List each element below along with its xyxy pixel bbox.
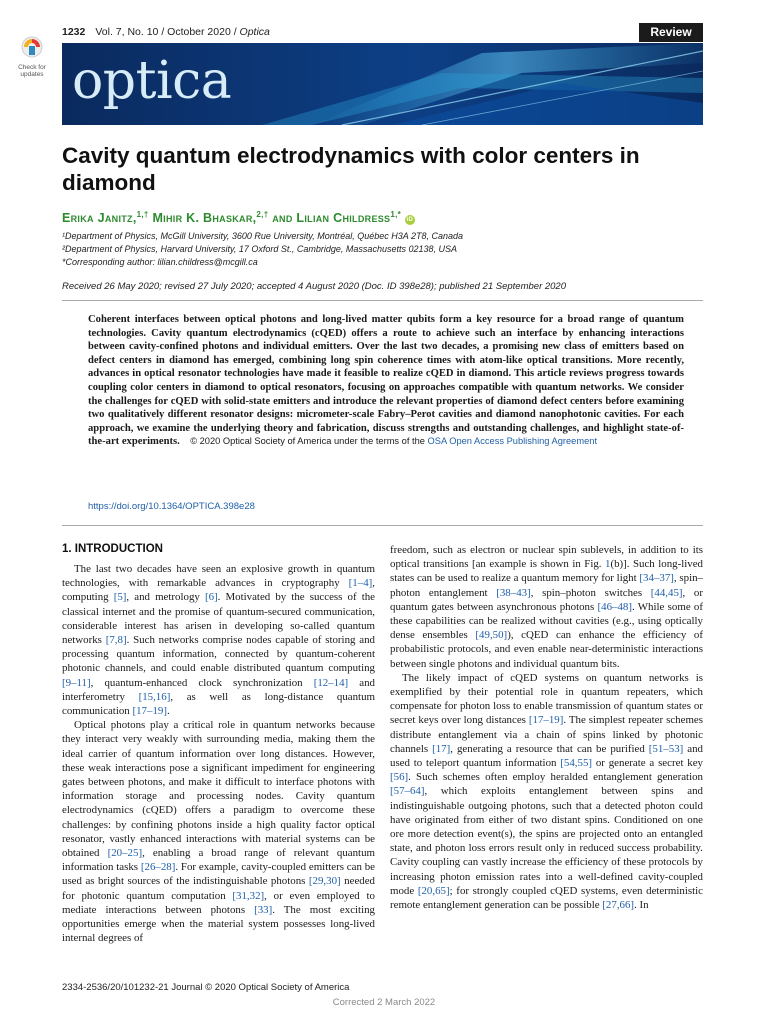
body-text: and interferometry: [62, 676, 375, 703]
journal-name: Optica: [239, 26, 270, 38]
affiliation-1: ¹Department of Physics, McGill University, 3600 Rue University, Montréal, Québec H3A 2T8, Canada: [62, 231, 463, 241]
citation-link[interactable]: [17–19]: [528, 714, 564, 727]
body-text: and used to teleport quantum information: [390, 742, 703, 770]
left-column: [62, 562, 375, 945]
check-for-updates-badge[interactable]: [12, 36, 52, 78]
body-text: The likely impact of cQED systems on quantum networks is exemplified by their potential role in quantum repeaters, which compensate for photon loss to enable transmission of quantum states or secret keys over long distances: [390, 671, 703, 727]
body-text: . For example, cavity-coupled emitters can be used as bright sources of the indistinguishable photons: [62, 861, 375, 888]
body-text: or generate a secret key: [592, 757, 703, 770]
body-text: , as well as long-distance quantum communication: [62, 690, 376, 718]
body-text: . The most exciting opportunities emerge when the material system possesses long-lived internal degrees of: [62, 903, 375, 945]
body-text: ), cQED can enhance the efficiency of probabilistic protocols, and even enable near-deterministic interactions between single photons and individual quantum bits.: [390, 629, 703, 670]
body-paragraph: [62, 718, 375, 945]
citation-link[interactable]: [34–37]: [639, 572, 674, 585]
citation-link[interactable]: [26–28]: [140, 861, 176, 874]
body-paragraph: [390, 671, 703, 912]
article-title: Cavity quantum electrodynamics with color centers in diamond: [62, 143, 640, 195]
body-text: freedom, such as electron or nuclear spin sublevels, in addition to its optical transitions [an example is shown in Fig.: [390, 544, 703, 571]
body-text: . While some of these capabilities can be realized without cavities (e.g., using optically dense ensembles: [390, 600, 703, 642]
divider: [62, 525, 703, 526]
citation-link[interactable]: [17]: [432, 742, 451, 755]
citation-link[interactable]: [38–43]: [496, 586, 531, 599]
issue-info: Vol. 7, No. 10 / October 2020 /: [95, 26, 240, 38]
body-text: . The simplest repeater schemes distribute entanglement via a chain of spins linked by photonic channels: [390, 714, 704, 755]
citation-link[interactable]: [31,32]: [232, 889, 265, 902]
body-text: . Such schemes often employ heralded entanglement generation: [408, 771, 703, 784]
divider: [62, 300, 703, 301]
body-paragraph: [390, 543, 703, 671]
citation-link[interactable]: [20–25]: [107, 847, 143, 860]
journal-logo: optica: [72, 51, 232, 111]
body-text: .: [166, 705, 170, 718]
license-link[interactable]: OSA Open Access Publishing Agreement: [427, 436, 598, 447]
section-heading: 1. INTRODUCTION: [62, 543, 163, 555]
citation-link[interactable]: [51–53]: [648, 742, 684, 755]
author-affiliation-marker: 2,†: [256, 210, 269, 219]
body-text: (b)]. Such long-lived states can be used to realize a quantum memory for light: [390, 558, 703, 585]
citation-link[interactable]: [5]: [113, 591, 127, 604]
citation-link[interactable]: [54,55]: [560, 757, 593, 770]
check-updates-label: Check for updates: [18, 64, 46, 78]
author-list: [62, 210, 415, 225]
affiliation-2: ²Department of Physics, Harvard University, 17 Oxford St., Cambridge, Massachusetts 02138, USA: [62, 244, 457, 254]
body-text: ; for strongly coupled cQED systems, even deterministic remote entanglement generation can be possible: [390, 884, 703, 912]
body-paragraph: [62, 562, 375, 718]
corresponding-author: *Corresponding author: lilian.childress@mcgill.ca: [62, 257, 258, 267]
citation-link[interactable]: [27,66]: [602, 899, 635, 912]
author-name[interactable]: Lilian Childress: [296, 211, 391, 226]
publication-history: Received 26 May 2020; revised 27 July 2020; accepted 4 August 2020 (Doc. ID 398e28); published 21 September 2020: [62, 281, 567, 292]
abstract: [88, 313, 684, 449]
copyright-text: © 2020 Optical Society of America under the terms of the: [190, 436, 428, 447]
body-text: The last two decades have seen an explosive growth in quantum technologies, with remarkable advances in cryptography: [62, 563, 375, 590]
body-text: . In: [634, 899, 649, 912]
body-text: Optical photons play a critical role in quantum networks because they interact very weakly with surrounding media, making them the ideal carrier of quantum information over long distances. However, these weak interactions pose a significant impediment for engineering gates between photons, and make it difficult to interface photons with information storage and processing nodes. Cavity quantum electrodynamics (cQED) offers a paradigm to overcome these challenges: by confining photons inside a high quality factor optical resonator, vastly enhanced interactions with material systems can be obtained: [62, 719, 375, 860]
crossmark-icon: [21, 36, 43, 58]
page-number: 1232: [62, 26, 86, 38]
citation-link[interactable]: [33]: [254, 903, 273, 916]
citation-link[interactable]: [57–64]: [390, 785, 425, 798]
citation-link[interactable]: [7,8]: [105, 634, 127, 647]
citation-link[interactable]: [15,16]: [138, 690, 171, 703]
citation-link[interactable]: [29,30]: [308, 875, 341, 888]
citation-link[interactable]: [46–48]: [597, 600, 632, 613]
right-column: [390, 543, 703, 912]
body-text: needed for photonic quantum computation: [62, 875, 375, 902]
review-tab: Review: [639, 23, 703, 42]
author-conjunction: and: [272, 211, 293, 226]
author-name[interactable]: Mihir K. Bhaskar,: [152, 211, 257, 226]
body-text: . Such networks comprise nodes capable of storing and processing quantum information, connected by quantum-coherent photonic channels, and could enable distributed quantum computing: [62, 634, 375, 675]
body-text: , enabling a broad range of relevant quantum information tasks: [62, 847, 375, 874]
body-text: , or even employed to mediate interactions between photons: [62, 889, 375, 916]
author-affiliation-marker: 1,†: [136, 210, 149, 219]
citation-link[interactable]: [49,50]: [475, 629, 508, 642]
body-text: , spin–photon entanglement: [390, 572, 703, 599]
orcid-icon[interactable]: iD: [406, 217, 414, 224]
abstract-text: Coherent interfaces between optical photons and long-lived matter qubits form a key resource for a broad range of quantum technologies. Cavity quantum electrodynamics (cQED) offers a route to achieve such an interface by enhancing interactions between cavity-confined photons and individual emitters. Over the last two decades, a promising new class of emitters based on defect centers in diamond has emerged, combining long spin coherence times with atom-like optical transitions. More recently, advances in optical resonator technologies have made it feasible to realize cQED in diamond. This article reviews progress towards coupling color centers in diamond to optical resonators, focusing on approaches compatible with quantum networks. We consider the challenges for cQED with solid-state emitters and introduce the relevant properties of diamond defect centers before examining two qualitatively different resonator designs: micrometer-scale Fabry–Perot cavities and diamond nanophotonic cavities. For each approach, we examine the underlying theory and fabrication, discuss strengths and outstanding challenges, and highlight state-of-the-art experiments.: [88, 314, 684, 448]
citation-link[interactable]: [44,45]: [650, 586, 683, 599]
citation-link[interactable]: 1: [605, 558, 611, 571]
body-text: , generating a resource that can be purified: [450, 742, 649, 755]
citation-link[interactable]: [1–4]: [348, 577, 373, 590]
running-header: [62, 26, 270, 38]
citation-link[interactable]: [20,65]: [417, 884, 450, 897]
body-text: , or quantum gates between asynchronous photons: [390, 586, 703, 613]
doi-link[interactable]: https://doi.org/10.1364/OPTICA.398e28: [88, 501, 255, 512]
body-text: , which exploits entanglement between spins and indistinguishable outgoing photons, such that a detected photon could have originated from either of two distant spins. Conditioned on one ore more detection event(s), the spins are projected onto an entangled state, and photon loss errors result only in reduced success probability. Cavity coupling can vastly increase the efficiency of these protocols by increasing photon emission rates into a well-defined cavity-coupled mode: [390, 785, 703, 897]
body-text: , computing: [62, 577, 375, 604]
correction-note: Corrected 2 March 2022: [332, 997, 436, 1008]
citation-link[interactable]: [17–19]: [132, 705, 167, 718]
body-text: . Motivated by the success of the classical internet and the promise of quantum-secured communication, considerable interest has arisen in developing so-called quantum networks: [62, 591, 375, 647]
footer-copyright: 2334-2536/20/101232-21 Journal © 2020 Optical Society of America: [62, 982, 350, 993]
citation-link[interactable]: [12–14]: [313, 676, 349, 689]
author-affiliation-marker: 1,*: [390, 210, 402, 219]
body-text: , spin–photon switches: [530, 586, 651, 599]
body-text: , and metrology: [126, 591, 205, 604]
body-text: , quantum-enhanced clock synchronization: [90, 676, 314, 689]
citation-link[interactable]: [6]: [204, 591, 218, 604]
citation-link[interactable]: [56]: [390, 771, 409, 784]
citation-link[interactable]: [9–11]: [62, 676, 91, 689]
author-name[interactable]: Erika Janitz,: [62, 211, 137, 226]
